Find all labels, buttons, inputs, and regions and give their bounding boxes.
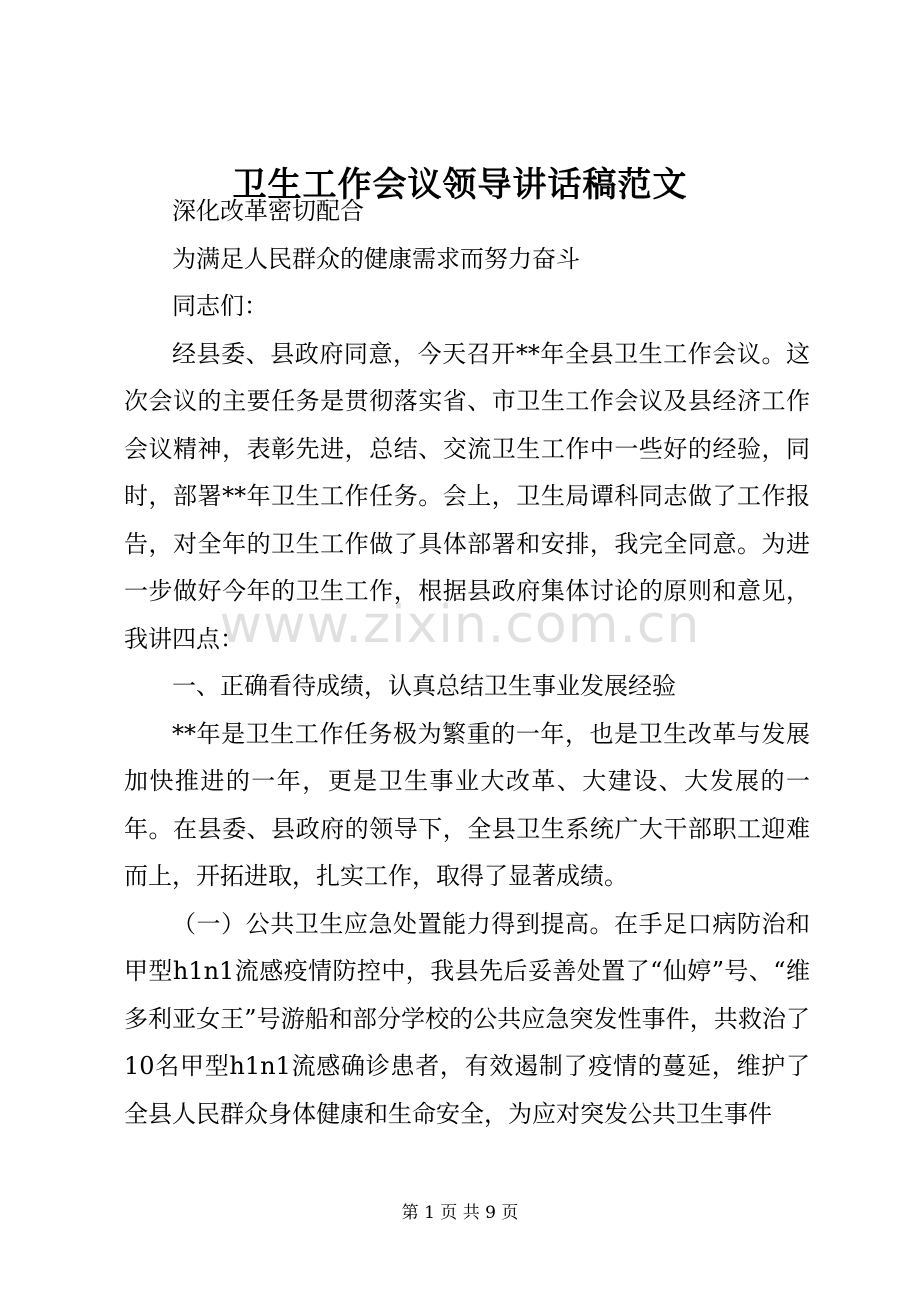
paragraph-emergency-response: （一）公共卫生应急处置能力得到提高。在手足口病防治和甲型h1n1流感疫情防控中，我县先后妥善处置了“仙婷”号、“维多利亚女王”号游船和部分学校的公共应急突发性事件，共救治了10名甲型h1n1流感确诊患者，有效遏制了疫情的蔓延，维护了全县人民群众身体健康和生命安全，为应对突发公共卫生事件: [124, 909, 810, 1128]
paragraph-achievements: **年是卫生工作任务极为繁重的一年，也是卫生改革与发展加快推进的一年，更是卫生事业大改革、大建设、大发展的一年。在县委、县政府的领导下，全县卫生系统广大干部职工迎难而上，开拓进取，扎实工作，取得了显著成绩。: [124, 719, 810, 890]
paragraph-opening: 经县委、县政府同意，今天召开**年全县卫生工作会议。这次会议的主要任务是贯彻落实省、市卫生工作会议及县经济工作会议精神，表彰先进，总结、交流卫生工作中一些好的经验，同时，部署**年卫生工作任务。会上，卫生局谭科同志做了工作报告，对全年的卫生工作做了具体部署和安排，我完全同意。为进一步做好今年的卫生工作，根据县政府集体讨论的原则和意见，我讲四点：: [124, 339, 810, 653]
page-footer: 第 1 页 共 9 页: [401, 1203, 519, 1223]
paragraph-salutation: 同志们：: [172, 292, 268, 320]
paragraph-subtitle-1: 深化改革密切配合: [172, 197, 364, 225]
document-body: [124, 188, 810, 1138]
watermark: www.zixin.com.cn: [219, 595, 701, 655]
document-title: 卫生工作会议领导讲话稿范文: [232, 165, 688, 205]
paragraph-subtitle-2: 为满足人民群众的健康需求而努力奋斗: [172, 244, 580, 273]
paragraph-section-heading: 一、正确看待成绩，认真总结卫生事业发展经验: [172, 672, 676, 700]
